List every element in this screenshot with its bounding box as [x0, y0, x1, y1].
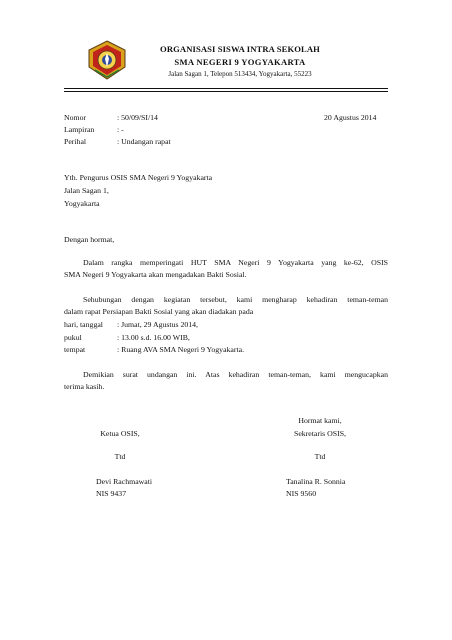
recipient-line: Yogyakarta [64, 199, 100, 208]
greeting: Dengan hormat, [64, 235, 115, 244]
body-line: SMA Negeri 9 Yogyakarta akan mengadakan Bakti Sosial. [64, 270, 247, 279]
org-name: ORGANISASI SISWA INTRA SEKOLAH [160, 44, 320, 54]
body-line: Dalam rangka memperingati HUT SMA Negeri 9 Yogyakarta yang ke-62, OSIS [83, 258, 388, 267]
closing: Hormat kami, [298, 416, 342, 425]
detail-label: tempat [64, 345, 86, 354]
school-address: Jalan Sagan 1, Telepon 513434, Yogyakarta, 55223 [168, 70, 312, 78]
signer-nis-right: NIS 9560 [286, 489, 317, 498]
recipient-line: Jalan Sagan 1, [64, 186, 109, 195]
nomor-value: : 50/09/SI/14 [117, 113, 158, 122]
letter-date: 20 Agustus 2014 [324, 113, 377, 122]
school-emblem-icon [87, 40, 127, 80]
signer-title-right: Sekretaris OSIS, [294, 429, 346, 438]
body-line: dalam rapat Persiapan Bakti Sosial yang akan diadakan pada [64, 307, 254, 316]
signer-name-right: Tanalina R. Sonnia [286, 477, 346, 486]
signer-name-left: Devi Rachmawati [96, 477, 153, 486]
lampiran-label: Lampiran [64, 125, 95, 134]
letterhead-rule-thick [64, 88, 388, 89]
body-line: terima kasih. [64, 382, 105, 391]
nomor-label: Nomor [64, 113, 87, 122]
detail-value: : 13.00 s.d. 16.00 WIB, [117, 333, 190, 342]
body-line: Demikian surat undangan ini. Atas kehadiran teman-teman, kami mengucapkan [83, 370, 388, 379]
detail-label: pukul [64, 333, 82, 342]
detail-label: hari, tanggal [64, 320, 103, 329]
perihal-label: Perihal [64, 137, 87, 146]
signer-title-left: Ketua OSIS, [100, 429, 140, 438]
school-name: SMA NEGERI 9 YOGYAKARTA [174, 57, 306, 67]
letterhead-rule-thin [64, 91, 388, 92]
detail-value: : Jumat, 29 Agustus 2014, [117, 320, 199, 329]
recipient-line: Yth. Pengurus OSIS SMA Negeri 9 Yogyakarta [64, 173, 213, 182]
lampiran-value: : - [117, 125, 124, 134]
signature-right: Ttd [314, 452, 326, 461]
perihal-value: : Undangan rapat [117, 137, 171, 146]
body-line: Sehubungan dengan kegiatan tersebut, kami mengharap kehadiran teman-teman [83, 295, 388, 304]
signer-nis-left: NIS 9437 [96, 489, 127, 498]
signature-left: Ttd [114, 452, 126, 461]
detail-value: : Ruang AVA SMA Negeri 9 Yogyakarta. [117, 345, 245, 354]
